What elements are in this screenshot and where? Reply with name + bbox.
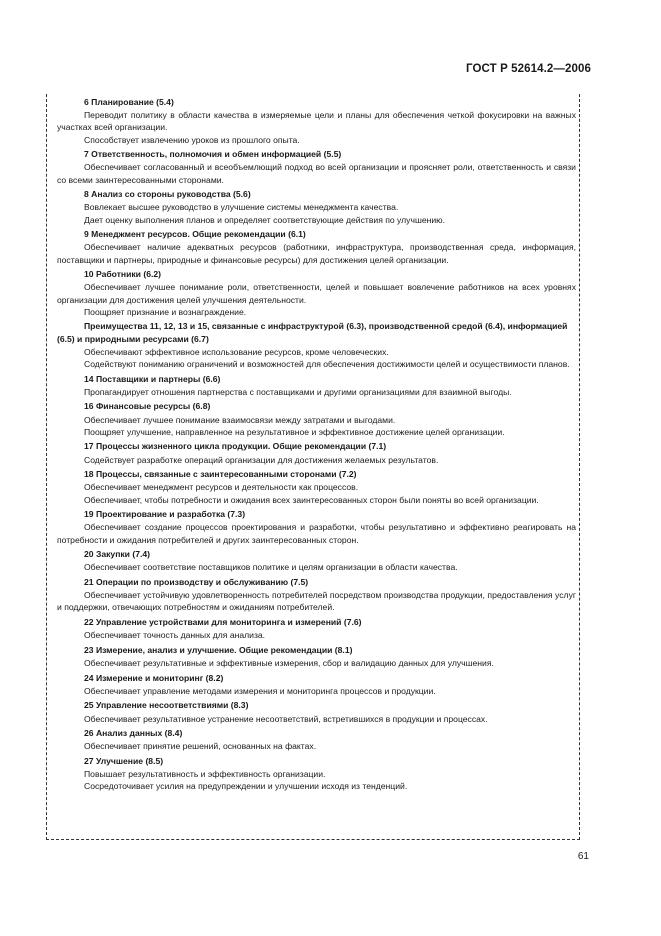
document-code: ГОСТ Р 52614.2—2006: [466, 63, 591, 75]
section: [57, 268, 576, 318]
section: [57, 400, 576, 438]
section: [57, 228, 576, 266]
section-heading: 19 Проектирование и разработка (7.3): [84, 509, 246, 520]
section-paragraph: Обеспечивает устойчивую удовлетворенность потребителей посредством производства продукции, предоставления услуг и поддержки, отвечающих потребностям и ожиданиям потребителей.: [57, 590, 576, 613]
section: [57, 440, 576, 465]
section-paragraph: Обеспечивает точность данных для анализа.: [84, 630, 266, 641]
section: [57, 672, 576, 697]
section-heading: 16 Финансовые ресурсы (6.8): [84, 401, 211, 412]
section: [57, 699, 576, 724]
section-paragraph: Повышает результативность и эффективность организации.: [84, 769, 326, 780]
section-heading: 9 Менеджмент ресурсов. Общие рекомендации (6.1): [84, 229, 306, 240]
section-paragraph: Переводит политику в области качества в измеряемые цели и планы для обеспечения четкой фокусировки на важных участках всей организации.: [57, 110, 576, 133]
section: [57, 188, 576, 226]
section: [57, 727, 576, 752]
section-heading: 26 Анализ данных (8.4): [84, 728, 183, 739]
section-heading: 14 Поставщики и партнеры (6.6): [84, 373, 221, 384]
section-paragraph: Обеспечивает принятие решений, основанных на фактах.: [84, 741, 317, 752]
section-paragraph: Обеспечивает согласованный и всеобъемлющий подход во всей организации и проясняет роли, ответственность и связи со всеми заинтересованными сторонами.: [57, 162, 576, 185]
section-heading: 24 Измерение и мониторинг (8.2): [84, 672, 224, 683]
section-paragraph: Обеспечивает результативные и эффективные измерения, сбор и валидацию данных для улучшения.: [84, 658, 494, 668]
section-heading: 17 Процессы жизненного цикла продукции. Общие рекомендации (7.1): [84, 441, 387, 452]
section-heading: 6 Планирование (5.4): [84, 97, 174, 107]
section-paragraph: Содействует разработке операций организации для достижения желаемых результатов.: [84, 454, 439, 465]
section-paragraph: Обеспечивает лучшее понимание взаимосвязи между затратами и выгодами.: [84, 414, 396, 425]
section-paragraph: Обеспечивает, чтобы потребности и ожидания всех заинтересованных сторон были поняты во всей организации.: [84, 494, 539, 505]
section-paragraph: Поощряет признание и вознаграждение.: [84, 306, 247, 317]
section-heading: 18 Процессы, связанные с заинтересованными сторонами (7.2): [84, 469, 357, 480]
section: [57, 508, 576, 546]
section-heading: 7 Ответственность, полномочия и обмен информацией (5.5): [84, 149, 342, 160]
section: [57, 373, 576, 398]
section: [57, 320, 576, 370]
section-paragraph: Пропагандирует отношения партнерства с поставщиками и другими организациями для взаимной выгоды.: [84, 386, 512, 397]
section-paragraph: Обеспечивает результативное устранение несоответствий, встретившихся в продукции и процессах.: [84, 713, 488, 724]
section-heading: 8 Анализ со стороны руководства (5.6): [84, 189, 251, 200]
section-paragraph: Обеспечивает наличие адекватных ресурсов (работники, инфраструктура, производственная среда, информация, поставщики и партнеры, природные и финансовые ресурсы) для достижения целей организации.: [57, 242, 576, 265]
page-body: [57, 96, 576, 793]
section-paragraph: Поощряет улучшение, направленное на результативное и эффективное достижение целей организации.: [84, 426, 505, 437]
page-number: 61: [577, 851, 589, 862]
section: [57, 644, 576, 669]
section-heading: 10 Работники (6.2): [84, 269, 162, 280]
section-paragraph: Вовлекает высшее руководство в улучшение системы менеджмента качества.: [84, 202, 399, 213]
section-paragraph: Обеспечивает создание процессов проектирования и разработки, чтобы результативно и эффективно реагировать на потребности и ожидания потребителей и других заинтересованных сторон.: [57, 522, 576, 545]
section-heading: 20 Закупки (7.4): [84, 549, 151, 560]
section: [57, 148, 576, 186]
section-paragraph: Обеспечивает соответствие поставщиков политике и целям организации в области качества.: [84, 562, 458, 573]
section-paragraph: Сосредоточивает усилия на предупреждении и улучшении исходя из тенденций.: [84, 781, 408, 792]
section: [57, 755, 576, 793]
section-heading: 22 Управление устройствами для мониторинга и измерений (7.6): [84, 617, 362, 627]
section-heading: 23 Измерение, анализ и улучшение. Общие рекомендации (8.1): [84, 644, 353, 655]
section-paragraph: Обеспечивают эффективное использование ресурсов, кроме человеческих.: [84, 346, 389, 357]
section-heading: Преимущества 11, 12, 13 и 15, связанные с инфраструктурой (6.3), производственной средой (6.4), информацией (6.5) и природными ресурсами (6.7): [57, 321, 568, 344]
section-heading: 27 Улучшение (8.5): [84, 755, 164, 766]
section: [57, 576, 576, 614]
section: [57, 468, 576, 506]
section: [57, 616, 576, 641]
section-paragraph: Обеспечивает менеджмент ресурсов и деятельности как процессов.: [84, 482, 359, 493]
section: [57, 96, 576, 146]
section-paragraph: Способствует извлечению уроков из прошлого опыта.: [84, 134, 300, 145]
section: [57, 548, 576, 573]
section-paragraph: Обеспечивает управление методами измерения и мониторинга процессов и продукции.: [84, 685, 436, 696]
section-heading: 21 Операции по производству и обслуживанию (7.5): [84, 577, 309, 587]
section-paragraph: Содействуют пониманию ограничений и возможностей для обеспечения достижимости целей и осуществимости планов.: [84, 359, 570, 370]
section-paragraph: Обеспечивает лучшее понимание роли, ответственности, целей и повышает вовлечение работников на всех уровнях организации для достижения целей улучшения деятельности.: [57, 282, 576, 305]
section-heading: 25 Управление несоответствиями (8.3): [84, 700, 249, 711]
section-paragraph: Дает оценку выполнения планов и определяет соответствующие действия по улучшению.: [84, 214, 446, 225]
